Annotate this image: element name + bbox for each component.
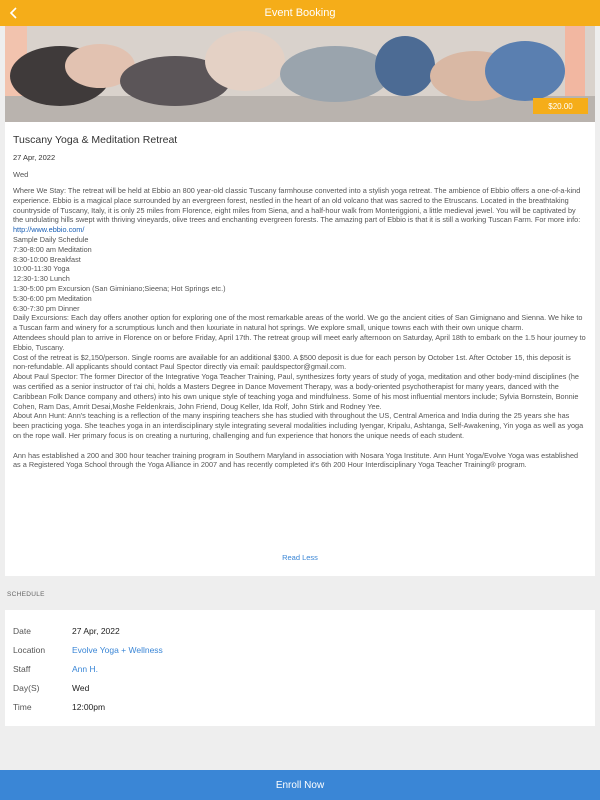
description-line: Cost of the retreat is $2,150/person. Single rooms are available for an additional $300. A $500 deposit is due for each person by October 1st. After October 15, this deposit is non-refundable. All applicants should contact Paul Spector directly via email: pauldspector@gmail.com. (13, 352, 571, 372)
description-line: About Paul Spector: The former Director of the Integrative Yoga Teacher Training, Paul, synthesizes forty years of study of yoga, meditation and other body-mind disciplines (he was certified as a senior instructor of t'ai chi, holds a Masters Degree in Dance Movement Therapy, was a body-oriented psychotherapist for many years, danced with the Caribbean Folk Dance company and others) into his own unique style of teaching yoga and mindfulness. Some of his most influential mentors include; Sylvia Bornstein, Bonnie Cohen, Ram Das, Amrit Desai,Moshe Feldenkrais, John Friend, Doug Keller, Ida Rolf, John Stirk and Rodney Yee. (13, 372, 579, 411)
event-image (5, 26, 595, 122)
schedule-value: 27 Apr, 2022 (72, 626, 120, 636)
event-description (13, 186, 587, 470)
description-line: Where We Stay: The retreat will be held at Ebbio an 800 year-old classic Tuscany farmhouse converted into a stylish yoga retreat. The ambience of Ebbio offers a one-of-a-kind experience. Ebbio is a magical place surrounded by an evergreen forest, nestled in the heart of an old volcano that was sacred to the Etruscans. Located in the breathtaking countryside of Tuscany, Italy, it is only 25 miles from Florence, eight miles from Siena, and a half-hour walk from Monteriggioni, a little medieval jewel. You will be captivated by the undulating hills swept with thriving vineyards, olive trees and enchanting evergreen forests. The amazing part of Ebbio is that it is still a working Tuscan Farm. For more info: (13, 186, 581, 225)
description-line: Sample Daily Schedule (13, 234, 89, 244)
description-line: 10:00-11:30 Yoga (13, 264, 70, 274)
description-spacer (13, 441, 587, 451)
schedule-heading: SCHEDULE (7, 591, 45, 598)
description-line: 8:30-10:00 Breakfast (13, 254, 81, 264)
schedule-value: Wed (72, 683, 90, 693)
read-less-button[interactable]: Read Less (282, 553, 318, 562)
enroll-now-button[interactable]: Enroll Now (0, 770, 600, 800)
schedule-label: Time (13, 702, 32, 712)
schedule-label: Day(S) (13, 683, 40, 693)
ebbio-link[interactable]: http://www.ebbio.com/ (13, 225, 85, 235)
schedule-row-days (5, 678, 595, 697)
description-line: Ann has established a 200 and 300 hour teacher training program in Southern Maryland in association with Nosara Yoga Institute. Ann Hunt Yoga/Evolve Yoga was established as a Registered Yoga School through the Yoga Alliance in 2007 and has recently completed it's 6th 200 Hour Interdisciplinary Yoga Teacher Training® program. (13, 450, 579, 470)
staff-link[interactable]: Ann H. (72, 664, 98, 674)
schedule-label: Location (13, 645, 46, 655)
schedule-row-staff (5, 659, 595, 678)
description-line: Daily Excursions: Each day offers another option for exploring one of the most remarkable areas of the world. We go the ancient cities of San Gimignano and Sienna. We hike to a Tuscan farm and winery for a scrumptious lunch and then luxuriate in natural hot springs. We explore small, unique towns each with their own unique charm. (13, 313, 583, 333)
schedule-label: Staff (13, 664, 31, 674)
location-link[interactable]: Evolve Yoga + Wellness (72, 645, 163, 655)
description-line: Attendees should plan to arrive in Florence on or before Friday, April 17th. The retreat group will meet early afternoon on Saturday, April 18th to embark on the 1.5 hour journey to Ebbio, Tuscany. (13, 332, 586, 352)
description-line: 6:30-7:30 pm Dinner (13, 303, 80, 313)
schedule-value: 12:00pm (72, 702, 106, 712)
description-line: About Ann Hunt: Ann's teaching is a reflection of the many inspiring teachers she has studied with throughout the US, Central America and India during the 25 years she has been practicing yoga. She teaches yoga in an interdisciplinary style integrating several modalities including Iyengar, Kripalu, Ashtanga, Self-Awakening, Yin yoga as well as yoga on the rope wall. Her primary focus is on creating a nurturing, challenging and fun experience that honors the unique needs of each student. (13, 411, 584, 440)
description-line: 5:30-6:00 pm Meditation (13, 293, 92, 303)
header-bar (0, 0, 600, 26)
event-date: 27 Apr, 2022 (13, 153, 56, 162)
description-line: 7:30-8:00 am Meditation (13, 244, 92, 254)
schedule-row-date (5, 621, 595, 640)
event-day: Wed (13, 170, 29, 179)
price-badge: $20.00 (533, 98, 588, 114)
event-card (5, 26, 595, 576)
schedule-label: Date (13, 626, 31, 636)
page-title: Event Booking (264, 7, 336, 19)
schedule-row-location (5, 640, 595, 659)
chevron-left-icon[interactable] (6, 5, 22, 21)
description-line: 1:30-5:00 pm Excursion (San Giminiano;Sieena; Hot Springs etc.) (13, 283, 226, 293)
description-line: 12:30-1:30 Lunch (13, 274, 70, 284)
schedule-card (5, 610, 595, 726)
event-title: Tuscany Yoga & Meditation Retreat (13, 134, 178, 146)
schedule-row-time (5, 697, 595, 716)
